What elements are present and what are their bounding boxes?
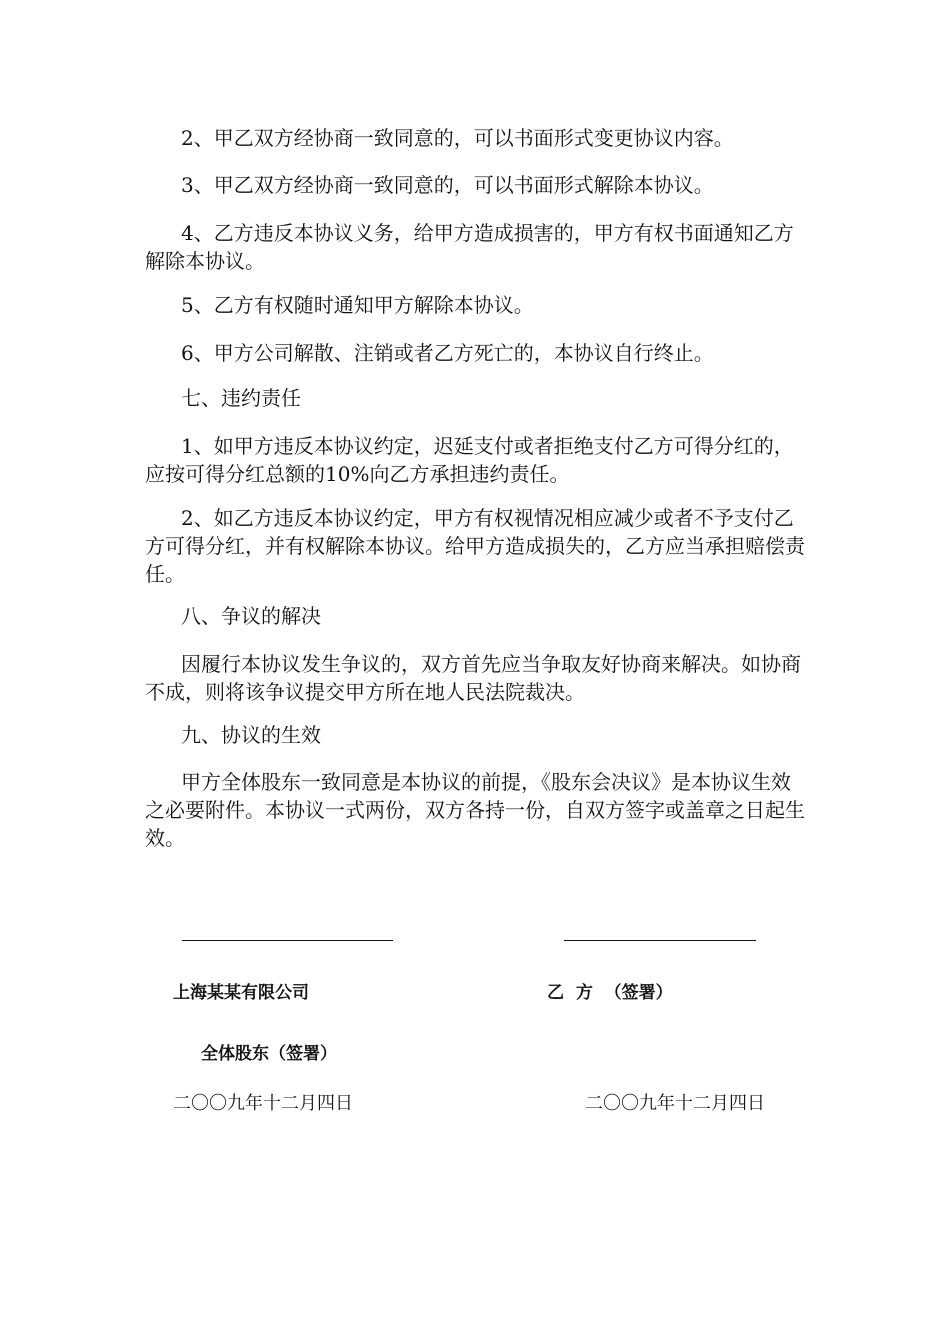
party-a-signature-line [182,940,393,941]
clause-6-6: 6、甲方公司解散、注销或者乙方死亡的，本协议自行终止。 [181,341,714,365]
clause-6-2: 2、甲乙双方经协商一致同意的，可以书面形式变更协议内容。 [181,126,734,150]
clause-7-2: 2、如乙方违反本协议约定，甲方有权视情况相应减少或者不予支付乙方可得分红，并有权解除本协议。给甲方造成损失的，乙方应当承担赔偿责任。 [145,506,805,586]
party-b-date: 二〇〇九年十二月四日 [585,1093,765,1114]
party-b-signature-label: 乙 方 （签署） [547,983,673,1003]
clause-6-4: 4、乙方违反本协议义务，给甲方造成损害的，甲方有权书面通知乙方解除本协议。 [145,221,794,273]
section-heading-effect: 九、协议的生效 [181,723,321,747]
clause-6-5: 5、乙方有权随时通知甲方解除本协议。 [181,293,534,317]
section-heading-breach: 七、违约责任 [181,386,301,410]
clause-8: 因履行本协议发生争议的，双方首先应当争取友好协商来解决。如协商不成，则将该争议提交甲方所在地人民法院裁决。 [145,652,801,704]
clause-7-1: 1、如甲方违反本协议约定，迟延支付或者拒绝支付乙方可得分红的，应按可得分红总额的10%向乙方承担违约责任。 [145,434,794,486]
party-b-signature-line [564,940,756,941]
clause-6-3: 3、甲乙双方经协商一致同意的，可以书面形式解除本协议。 [181,173,714,197]
clause-9: 甲方全体股东一致同意是本协议的前提，《股东会决议》是本协议生效之必要附件。本协议一式两份，双方各持一份，自双方签字或盖章之日起生效。 [145,770,805,850]
party-a-shareholders-signature-label: 全体股东（签署） [201,1044,337,1064]
section-heading-dispute: 八、争议的解决 [181,604,321,628]
party-a-company: 上海某某有限公司 [173,983,309,1003]
party-a-date: 二〇〇九年十二月四日 [173,1093,353,1114]
